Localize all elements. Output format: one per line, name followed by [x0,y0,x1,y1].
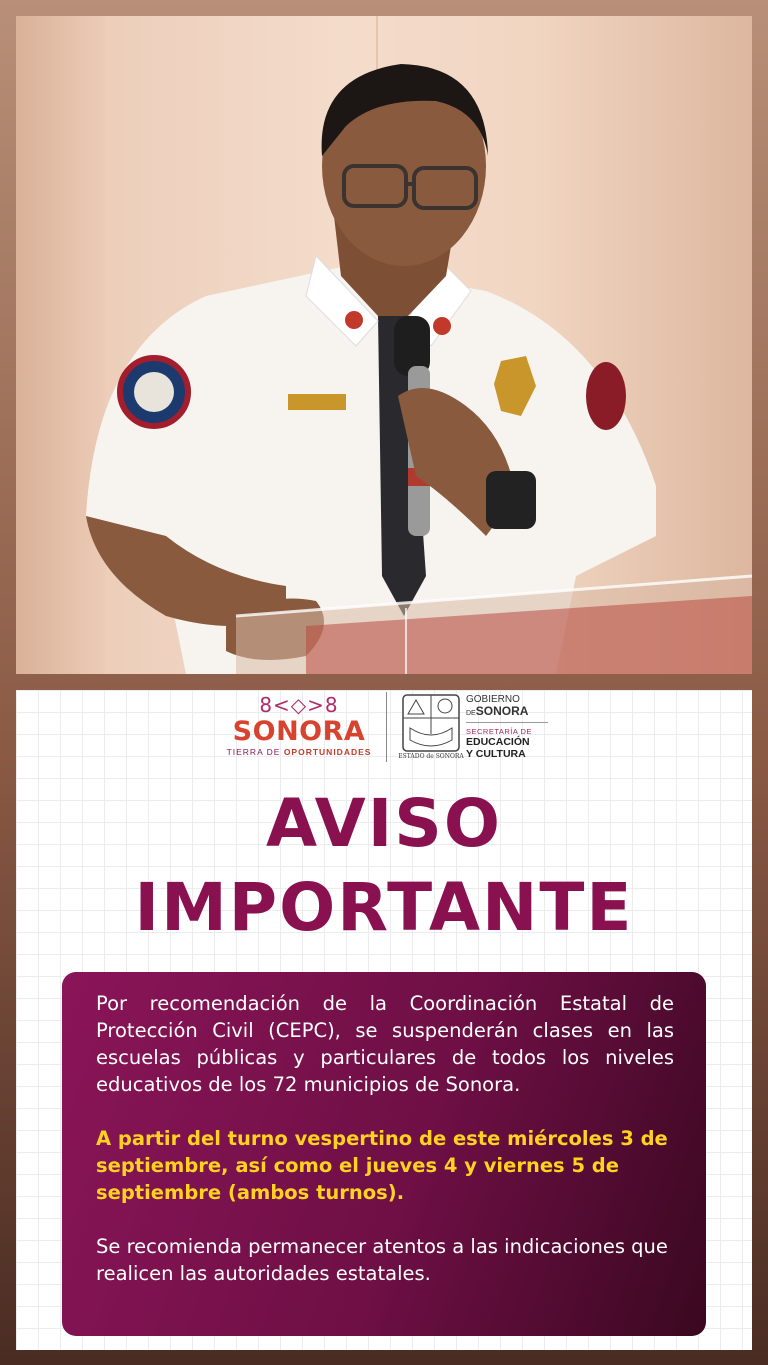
gov-label: GOBIERNO [466,694,520,705]
logo-bar [16,690,752,770]
sonora-logo [220,692,378,766]
logo-divider [386,692,387,762]
sonora-tagline: TIERRA DE OPORTUNIDADES [226,747,372,757]
svg-text:ESTADO de SONORA: ESTADO de SONORA [398,753,464,760]
state-shield-icon [398,694,464,760]
government-text [466,694,586,760]
speaker-photo [16,16,752,674]
speaker-illustration [16,16,752,674]
message-paragraph-1: Por recomendación de la Coordinación Estatal de Protección Civil (CEPC), se suspenderán clases en las escuelas públicas y particulares de todos los niveles educativos de los 72 municipios de Sonora. [96,992,674,1096]
message-paragraph-2-highlight: A partir del turno vespertino de este miércoles 3 de septiembre, así como el jueves 4 y viernes 5 de septiembre (ambos turnos). [96,1127,668,1204]
secretaria-label: SECRETARÍA DE [466,727,532,736]
sonora-pattern: 8<◇>8 [259,693,339,717]
gov-state: DESONORA [466,705,548,723]
headline-importante: IMPORTANTE [134,869,634,946]
sonora-wordmark: SONORA [232,716,366,747]
message-paragraph-3: Se recomienda permanecer atentos a las indicaciones que realicen las autoridades estatales. [96,1235,668,1285]
headline-aviso: AVISO [266,785,502,862]
secretaria-line1: EDUCACIÓN [466,736,530,748]
notice-panel [16,690,752,1350]
message-box [62,972,706,1336]
secretaria-line2: Y CULTURA [466,748,526,760]
